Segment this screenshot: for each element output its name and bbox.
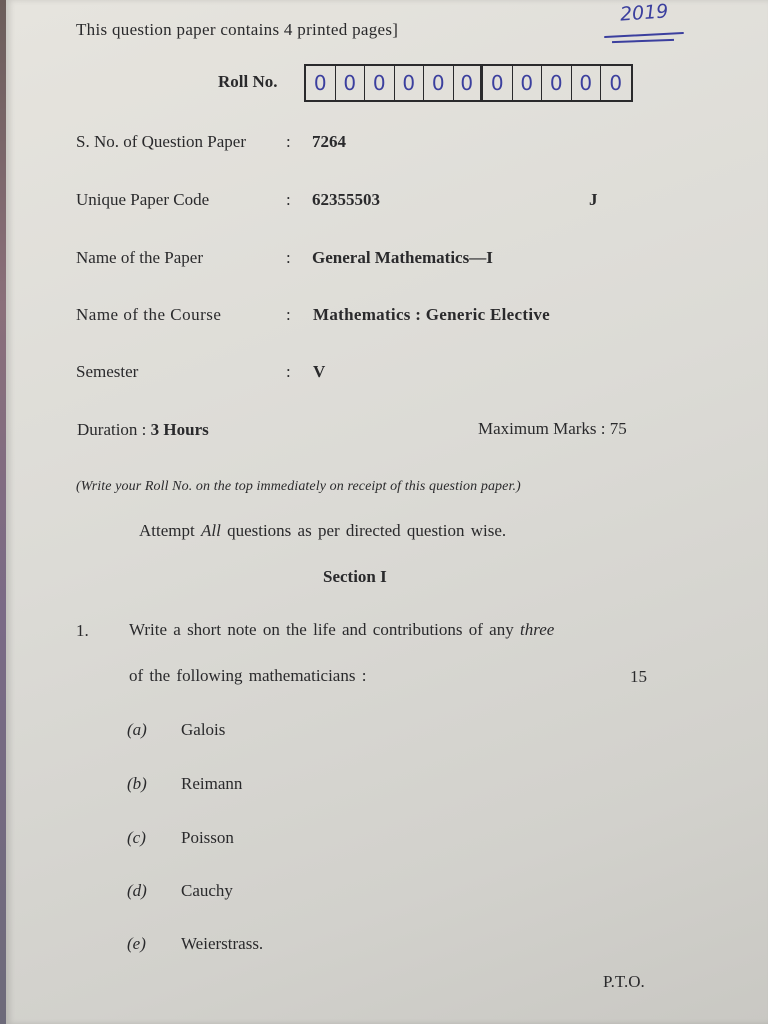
roll-digit: 0 — [395, 66, 425, 100]
option-text: Cauchy — [181, 881, 233, 900]
roll-digit: 0 — [454, 66, 484, 100]
printed-pages-note: This question paper contains 4 printed pages] — [76, 20, 399, 39]
option-label: (c) — [127, 828, 146, 847]
duration-value: 3 Hours — [150, 420, 209, 439]
roll-digit: 0 — [365, 66, 395, 100]
roll-digit: 0 — [483, 66, 513, 100]
paper-name-value: General Mathematics—I — [312, 248, 493, 267]
option-text: Weierstrass. — [181, 934, 264, 953]
colon: : — [286, 362, 291, 381]
option-label: (e) — [127, 934, 146, 953]
maximum-marks: Maximum Marks : 75 — [478, 419, 627, 438]
roll-digit: 0 — [513, 66, 543, 100]
section-title: Section I — [323, 567, 387, 586]
question-number: 1. — [76, 621, 89, 640]
colon: : — [286, 190, 291, 209]
sno-value: 7264 — [312, 132, 346, 151]
roll-digit: 0 — [572, 66, 602, 100]
roll-digit: 0 — [542, 66, 572, 100]
option-label: (b) — [127, 774, 147, 793]
question-text-line1 — [129, 620, 554, 640]
paper-name-label: Name of the Paper — [76, 248, 203, 267]
semester-label: Semester — [76, 362, 139, 381]
roll-label: Roll No. — [218, 72, 278, 91]
option-text: Galois — [181, 720, 226, 739]
question-line1-pre: Write a short note on the life and contributions of any — [129, 620, 514, 639]
colon: : — [286, 305, 291, 324]
attempt-post: questions as per directed question wise. — [227, 521, 507, 540]
question-text-line2: of the following mathematicians : — [129, 666, 367, 685]
roll-digit: 0 — [424, 66, 454, 100]
roll-digit: 0 — [336, 66, 366, 100]
roll-number-box — [304, 64, 633, 102]
roll-digit: 0 — [609, 71, 623, 95]
handwritten-underline-2 — [612, 39, 674, 43]
option-label: (d) — [127, 881, 147, 900]
attempt-instruction — [139, 521, 506, 541]
question-line1-three: three — [519, 620, 555, 639]
course-name-value: Mathematics : Generic Elective — [313, 305, 550, 324]
handwritten-year: 2019 — [619, 0, 670, 26]
attempt-all: All — [200, 521, 221, 540]
pto-marker: P.T.O. — [603, 972, 645, 991]
roll-instruction: (Write your Roll No. on the top immediately on receipt of this question paper.) — [76, 479, 521, 494]
upc-suffix: J — [589, 190, 598, 209]
option-text: Reimann — [181, 774, 243, 793]
option-label: (a) — [127, 720, 147, 739]
question-marks: 15 — [630, 667, 647, 686]
colon: : — [286, 248, 291, 267]
upc-label: Unique Paper Code — [76, 190, 210, 209]
handwritten-underline — [604, 32, 684, 38]
option-text: Poisson — [181, 828, 234, 847]
course-name-label: Name of the Course — [76, 305, 222, 324]
question-paper — [6, 0, 768, 1024]
upc-value: 62355503 — [312, 190, 380, 209]
duration-label — [77, 420, 209, 440]
semester-value: V — [313, 362, 326, 381]
duration-prefix: Duration : — [77, 420, 147, 439]
roll-digit: 0 — [306, 66, 336, 100]
colon: : — [286, 132, 291, 151]
sno-label: S. No. of Question Paper — [76, 132, 246, 151]
attempt-pre: Attempt — [139, 521, 195, 540]
